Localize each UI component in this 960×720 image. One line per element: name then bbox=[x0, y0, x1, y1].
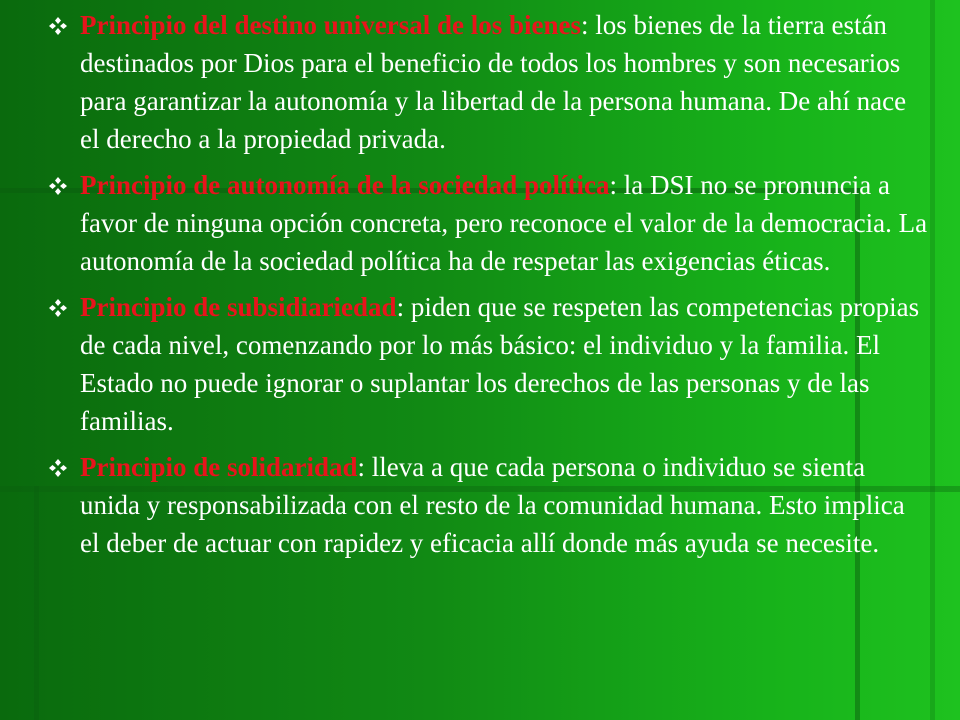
item-text bbox=[80, 6, 928, 158]
four-diamond-bullet-icon bbox=[48, 16, 68, 36]
slide-content bbox=[48, 6, 928, 570]
principle-term: Principio del destino universal de los bienes bbox=[80, 10, 582, 40]
principle-term: Principio de solidaridad bbox=[80, 452, 358, 482]
background-bar bbox=[930, 0, 935, 720]
item-text bbox=[80, 448, 928, 562]
four-diamond-bullet-icon bbox=[48, 458, 68, 478]
list-item bbox=[48, 6, 928, 158]
item-text bbox=[80, 166, 928, 280]
principle-body: : lleva a que cada persona o individuo se sienta unida y responsabilizada con el resto de la comunidad humana. Esto implica el deber de actuar con rapidez y eficacia allí donde más ayuda se necesite. bbox=[80, 452, 905, 558]
principle-body: : piden que se respeten las competencias propias de cada nivel, comenzando por lo más básico: el individuo y la familia. El Estado no puede ignorar o suplantar los derechos de las personas y de las familias. bbox=[80, 292, 920, 436]
list-item bbox=[48, 448, 928, 562]
list-item bbox=[48, 288, 928, 440]
four-diamond-bullet-icon bbox=[48, 176, 68, 196]
list-item bbox=[48, 166, 928, 280]
four-diamond-bullet-icon bbox=[48, 298, 68, 318]
background-bar bbox=[34, 486, 39, 720]
principle-body: : la DSI no se pronuncia a favor de ninguna opción concreta, pero reconoce el valor de la democracia. La autonomía de la sociedad política ha de respetar las exigencias éticas. bbox=[80, 170, 928, 276]
item-text bbox=[80, 288, 928, 440]
principle-term: Principio de autonomía de la sociedad política bbox=[80, 170, 610, 200]
principle-body: : los bienes de la tierra están destinados por Dios para el beneficio de todos los hombres y son necesarios para garantizar la autonomía y la libertad de la persona humana. De ahí nace el derecho a la propiedad privada. bbox=[80, 10, 907, 154]
principle-term: Principio de subsidiariedad bbox=[80, 292, 397, 322]
